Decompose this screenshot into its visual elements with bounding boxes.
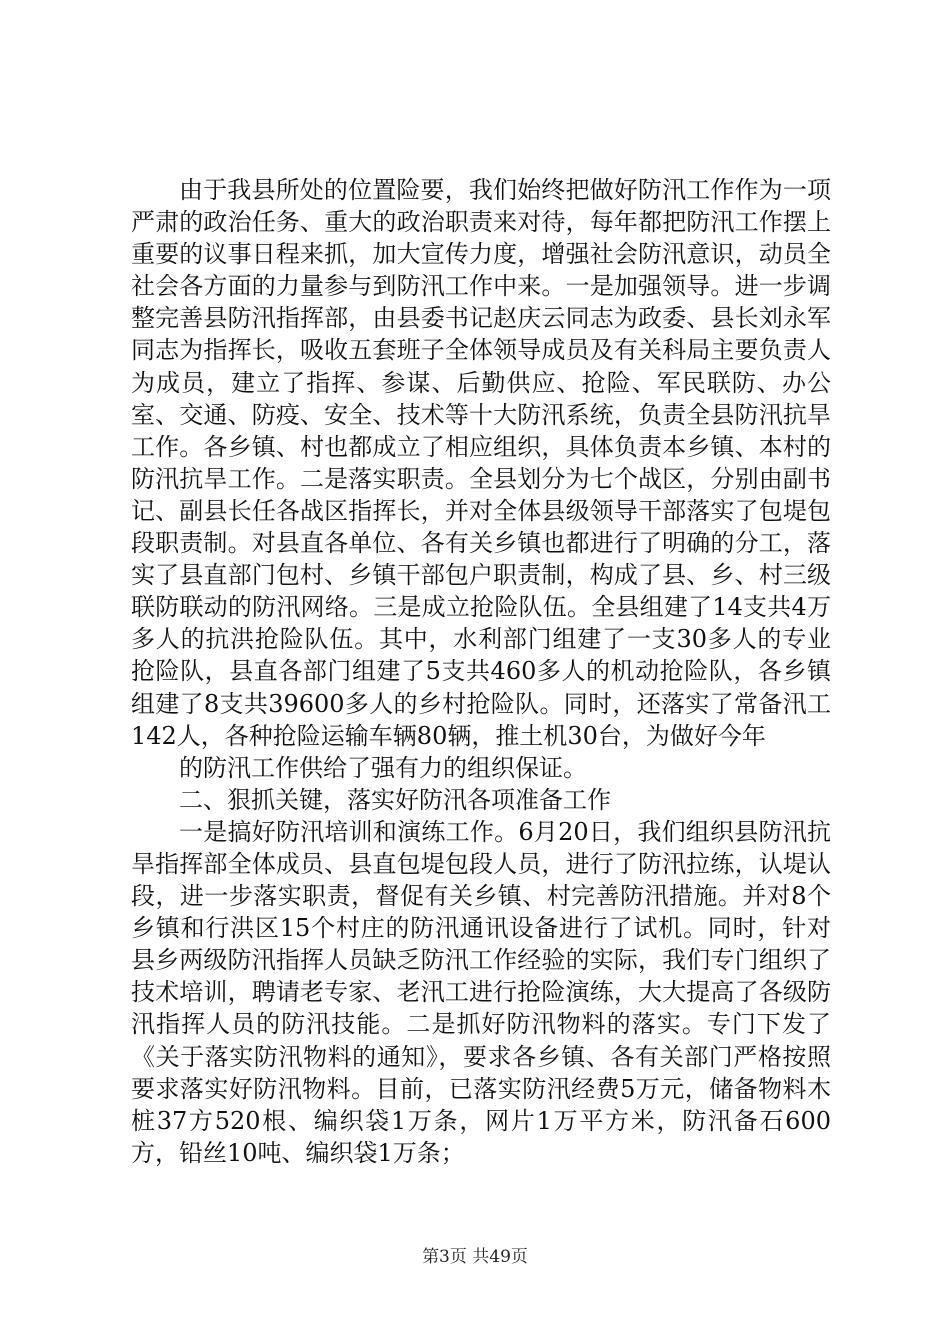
section-heading: 二、狠抓关键，落实好防汛各项准备工作 bbox=[179, 785, 611, 814]
page-number-footer: 第3页 共49页 bbox=[422, 1247, 528, 1267]
body-paragraph-continuation: 的防汛工作供给了强有力的组织保证。 bbox=[179, 753, 587, 782]
body-paragraph: 由于我县所处的位置险要，我们始终把做好防汛工作作为一项严肃的政治任务、重大的政治职责来对待，每年都把防汛工作摆上重要的议事日程来抓，加大宣传力度，增强社会防汛意识，动员全社会各方面的力量参与到防汛工作中来。一是加强领导。进一步调整完善县防汛指挥部，由县委书记赵庆云同志为政委、县长刘永军同志为指挥长，吸收五套班子全体领导成员及有关科局主要负责人为成员，建立了指挥、参谋、后勤供应、抢险、军民联防、办公室、交通、防疫、安全、技术等十大防汛系统，负责全县防汛抗旱工作。各乡镇、村也都成立了相应组织，具体负责本乡镇、本村的防汛抗旱工作。二是落实职责。全县划分为七个战区，分别由副书记、副县长任各战区指挥长，并对全体县级领导干部落实了包堤包段职责制。对县直各单位、各有关乡镇也都进行了明确的分工，落实了县直部门包村、乡镇干部包户职责制，构成了县、乡、村三级联防联动的防汛网络。三是成立抢险队伍。全县组建了14支共4万多人的抗洪抢险队伍。其中，水利部门组建了一支30多人的专业抢险队，县直各部门组建了5支共460多人的机动抢险队，各乡镇组建了8支共39600多人的乡村抢险队。同时，还落实了常备汛工142人，各种抢险运输车辆80辆，推土机30台，为做好今年 bbox=[131, 176, 831, 750]
body-paragraph: 一是搞好防汛培训和演练工作。6月20日，我们组织县防汛抗旱指挥部全体成员、县直包堤包段人员，进行了防汛拉练，认堤认段，进一步落实职责，督促有关乡镇、村完善防汛措施。并对8个乡镇和行洪区15个村庄的防汛通讯设备进行了试机。同时，针对县乡两级防汛指挥人员缺乏防汛工作经验的实际，我们专门组织了技术培训，聘请老专家、老汛工进行抢险演练，大大提高了各级防汛指挥人员的防汛技能。二是抓好防汛物料的落实。专门下发了《关于落实防汛物料的通知》，要求各乡镇、各有关部门严格按照要求落实好防汛物料。目前，已落实防汛经费5万元，储备物料木桩37方520根、编织袋1万条，网片1万平方米，防汛备石600方，铅丝10吨、编织袋1万条； bbox=[131, 817, 831, 1167]
document-body bbox=[131, 174, 831, 1169]
